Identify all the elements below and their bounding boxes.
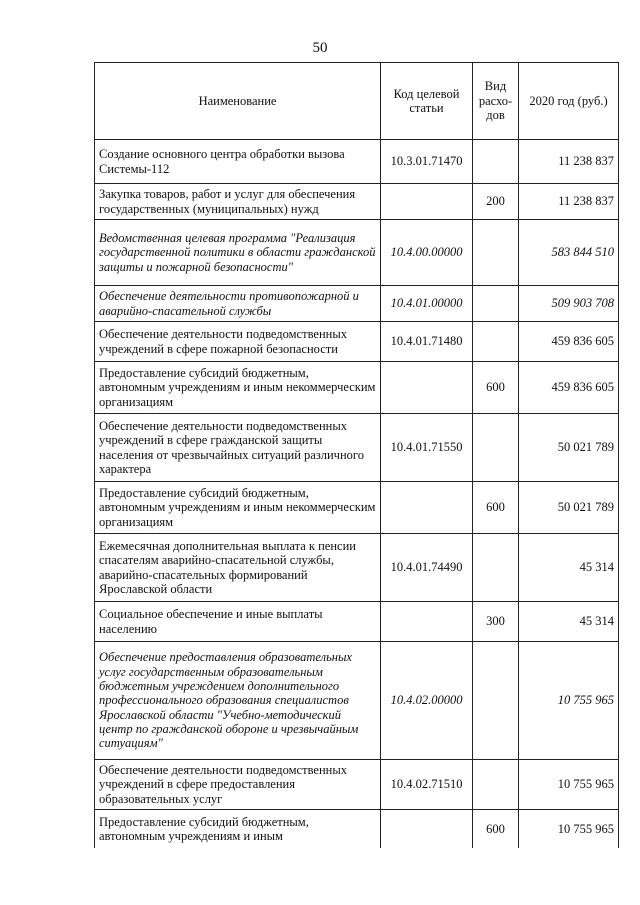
header-type: Вид расхо-дов [473,63,519,140]
cell-amount: 10 755 965 [519,810,619,848]
cell-code: 10.4.02.00000 [381,642,473,760]
cell-type [473,286,519,322]
cell-code [381,810,473,848]
cell-amount: 10 755 965 [519,760,619,810]
table-row [95,810,619,848]
cell-type [473,220,519,286]
cell-name: Обеспечение деятельности противопожарной и аварийно-спасательной службы [95,286,381,322]
table-row [95,362,619,414]
cell-name: Предоставление субсидий бюджетным, автономным учреждениям и иным [95,810,381,848]
table-row [95,220,619,286]
cell-amount: 45 314 [519,534,619,602]
cell-name: Ежемесячная дополнительная выплата к пенсии спасателям аварийно-спасательной службы, аварийно-спасательных формирований Ярославской области [95,534,381,602]
cell-type: 600 [473,810,519,848]
page-number: 50 [312,40,328,56]
cell-code: 10.4.01.71480 [381,322,473,362]
table-row [95,760,619,810]
cell-amount: 50 021 789 [519,414,619,482]
cell-amount: 509 903 708 [519,286,619,322]
table-row [95,286,619,322]
table-row [95,482,619,534]
cell-code: 10.4.01.74490 [381,534,473,602]
table-row [95,414,619,482]
cell-code: 10.3.01.71470 [381,140,473,184]
cell-type [473,642,519,760]
cell-type: 600 [473,362,519,414]
cell-type [473,322,519,362]
table-row [95,534,619,602]
cell-amount: 11 238 837 [519,140,619,184]
cell-name: Предоставление субсидий бюджетным, автономным учреждениям и иным некоммерческим организациям [95,362,381,414]
cell-type: 200 [473,184,519,220]
cell-code [381,184,473,220]
table-row [95,140,619,184]
cell-name: Предоставление субсидий бюджетным, автономным учреждениям и иным некоммерческим организациям [95,482,381,534]
table-row [95,322,619,362]
cell-code [381,602,473,642]
header-amount: 2020 год (руб.) [519,63,619,140]
cell-amount: 583 844 510 [519,220,619,286]
cell-type [473,534,519,602]
cell-name: Обеспечение предоставления образовательных услуг государственным образовательным бюджетным учреждением дополнительного профессионального образования специалистов Ярославской области "Учебно-методический центр по гражданской обороне и чрезвычайным ситуациям" [95,642,381,760]
cell-name: Ведомственная целевая программа "Реализация государственной политики в области гражданской защиты и пожарной безопасности" [95,220,381,286]
cell-name: Социальное обеспечение и иные выплаты населению [95,602,381,642]
cell-amount: 45 314 [519,602,619,642]
cell-amount: 50 021 789 [519,482,619,534]
cell-type: 300 [473,602,519,642]
cell-name: Закупка товаров, работ и услуг для обеспечения государственных (муниципальных) нужд [95,184,381,220]
cell-amount: 10 755 965 [519,642,619,760]
cell-code: 10.4.01.00000 [381,286,473,322]
cell-amount: 459 836 605 [519,322,619,362]
cell-code [381,482,473,534]
cell-code: 10.4.02.71510 [381,760,473,810]
cell-code [381,362,473,414]
table-row [95,602,619,642]
budget-table [94,62,619,848]
header-code: Код целевой статьи [381,63,473,140]
cell-amount: 459 836 605 [519,362,619,414]
table-header-row [95,63,619,140]
cell-name: Обеспечение деятельности подведомственных учреждений в сфере предоставления образовательных услуг [95,760,381,810]
cell-type [473,414,519,482]
cell-type: 600 [473,482,519,534]
cell-code: 10.4.01.71550 [381,414,473,482]
table-row [95,184,619,220]
table-row [95,642,619,760]
cell-type [473,760,519,810]
cell-name: Обеспечение деятельности подведомственных учреждений в сфере пожарной безопасности [95,322,381,362]
cell-type [473,140,519,184]
cell-name: Создание основного центра обработки вызова Системы-112 [95,140,381,184]
header-name: Наименование [95,63,381,140]
cell-name: Обеспечение деятельности подведомственных учреждений в сфере гражданской защиты населения от чрезвычайных ситуаций различного характера [95,414,381,482]
cell-amount: 11 238 837 [519,184,619,220]
cell-code: 10.4.00.00000 [381,220,473,286]
